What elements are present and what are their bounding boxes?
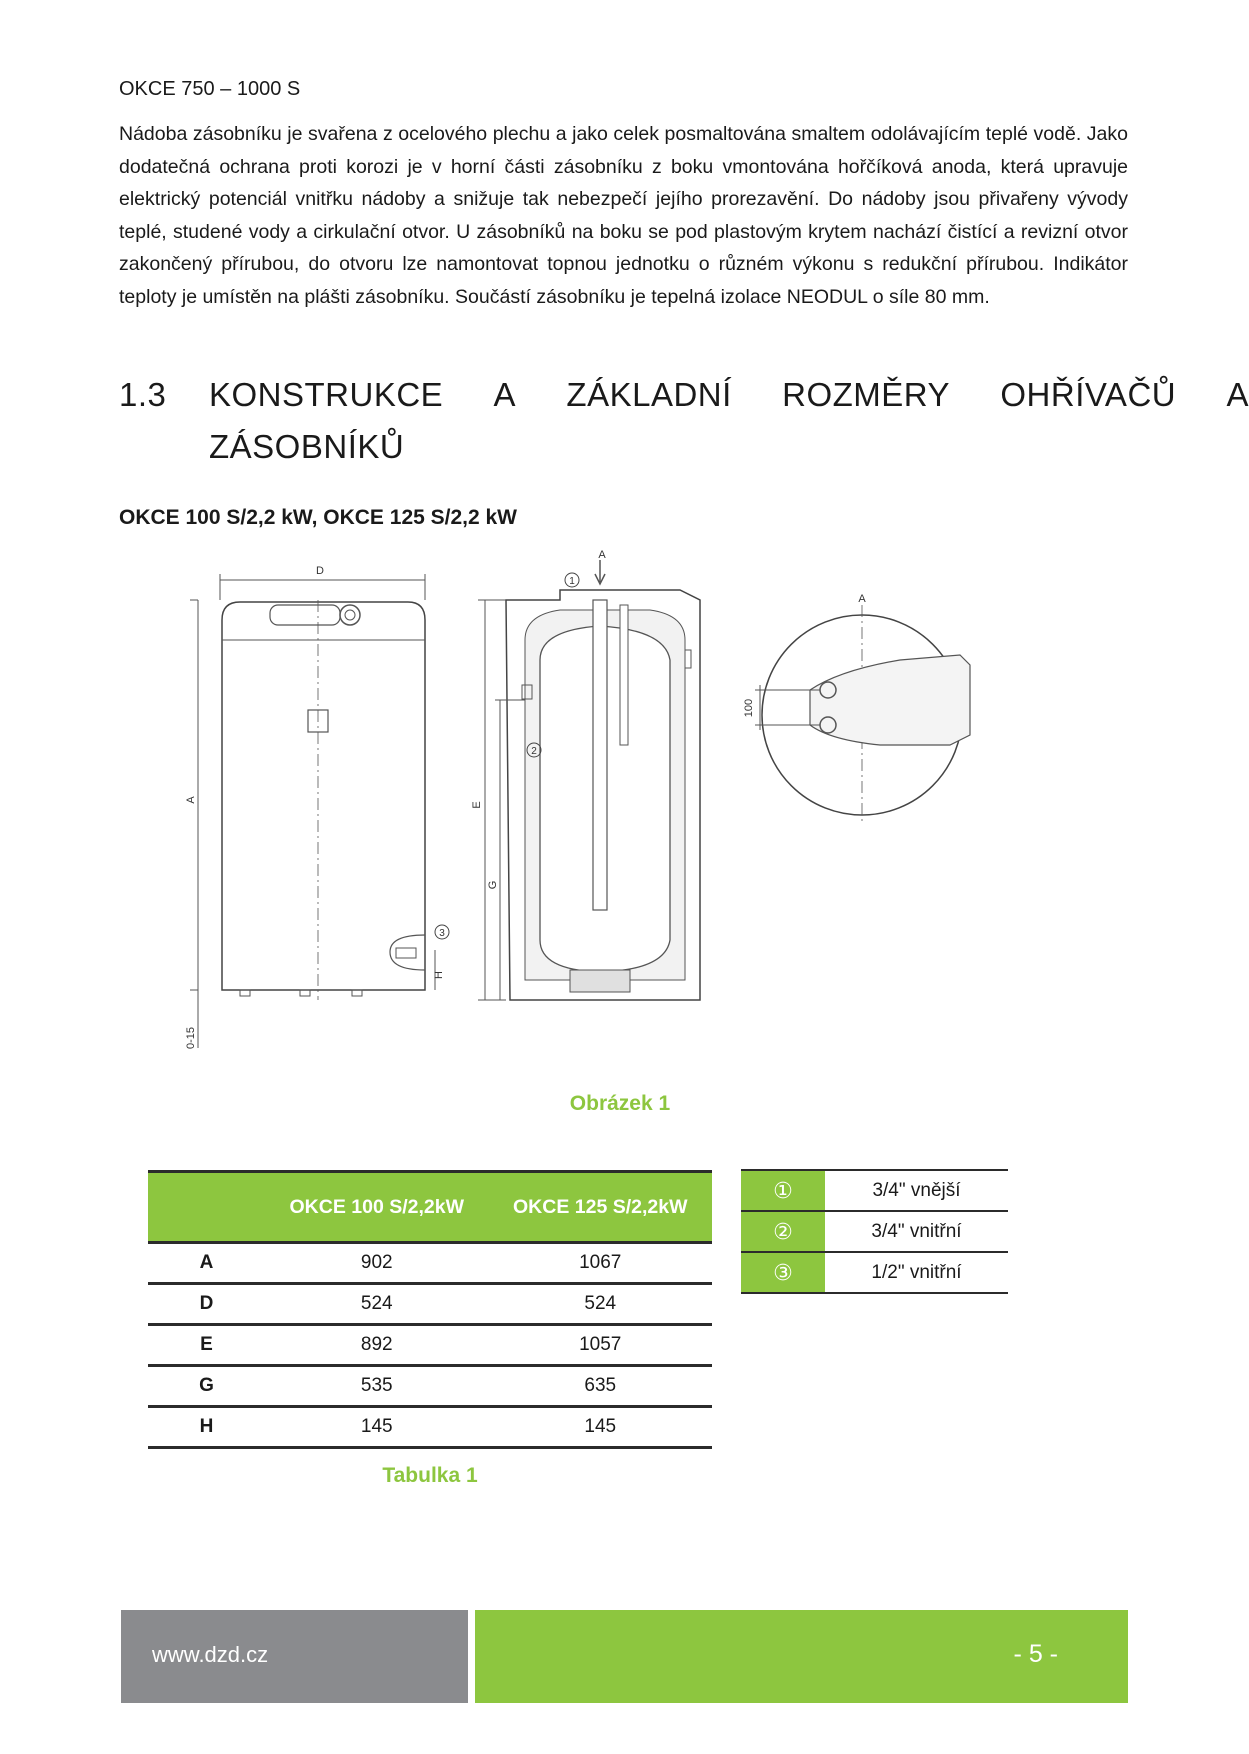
callout-2: 2 — [531, 746, 537, 757]
connection-label: 3/4" vnitřní — [825, 1211, 1008, 1252]
table-row — [148, 1243, 712, 1284]
table-header-empty — [148, 1172, 265, 1243]
row-value-100: 524 — [265, 1284, 489, 1325]
section-view — [478, 560, 700, 1000]
heading-number: 1.3 — [119, 376, 167, 413]
row-key: H — [148, 1407, 265, 1448]
dim-label-base: 0-15 — [185, 1026, 197, 1050]
row-key: G — [148, 1366, 265, 1407]
connection-label: 1/2" vnitřní — [825, 1252, 1008, 1293]
dim-label-g: G — [487, 880, 499, 890]
footer-right-bar — [475, 1610, 1128, 1703]
dim-label-e: E — [471, 801, 483, 809]
callout-3: 3 — [439, 928, 445, 939]
connections-table — [741, 1169, 1008, 1294]
heading-word: ZÁKLADNÍ — [566, 376, 732, 413]
table-header-row — [148, 1172, 712, 1243]
table-caption: Tabulka 1 — [382, 1464, 478, 1487]
table-header-model-125: OKCE 125 S/2,2kW — [489, 1172, 713, 1243]
footer-left-bar — [121, 1610, 468, 1703]
connection-mark: ② — [741, 1211, 825, 1252]
row-value-125: 524 — [489, 1284, 713, 1325]
table-row — [148, 1407, 712, 1448]
connection-mark: ③ — [741, 1252, 825, 1293]
dim-label-d: D — [316, 565, 324, 577]
footer-url: www.dzd.cz — [152, 1642, 269, 1667]
row-value-125: 1057 — [489, 1325, 713, 1366]
connection-label: 3/4" vnější — [825, 1170, 1008, 1211]
row-key: A — [148, 1243, 265, 1284]
table-row — [148, 1325, 712, 1366]
table-header-model-100: OKCE 100 S/2,2kW — [265, 1172, 489, 1243]
front-view — [190, 574, 435, 1048]
dim-label-h: H — [433, 971, 445, 979]
connection-mark: ① — [741, 1170, 825, 1211]
figure-caption: Obrázek 1 — [569, 1092, 671, 1115]
connection-row — [741, 1170, 1008, 1211]
technical-drawing — [180, 549, 1060, 1060]
row-value-125: 1067 — [489, 1243, 713, 1284]
row-key: E — [148, 1325, 265, 1366]
model-title: OKCE 100 S/2,2 kW, OKCE 125 S/2,2 kW — [119, 506, 518, 529]
row-key: D — [148, 1284, 265, 1325]
heading-word: ROZMĚRY — [782, 376, 951, 413]
table-row — [148, 1366, 712, 1407]
arrow-label-a: A — [598, 549, 606, 561]
row-value-100: 145 — [265, 1407, 489, 1448]
heading-line-1 — [209, 376, 1249, 414]
table-row — [148, 1284, 712, 1325]
heading-line-2: ZÁSOBNÍKŮ — [209, 428, 405, 465]
heading-word: A — [493, 376, 517, 413]
row-value-100: 892 — [265, 1325, 489, 1366]
dim-label-100: 100 — [743, 698, 755, 718]
top-view — [755, 605, 970, 825]
description-paragraph: Nádoba zásobníku je svařena z ocelového plechu a jako celek posmaltována smaltem odolávajícím teplé vodě. Jako dodatečná ochrana proti korozi je v horní části zásobníku z boku vmontována hořčíková anoda, která upravuje elektrický potenciál vnitřku nádoby a snižuje tak nebezpečí jejího prorezavění. Do nádoby jsou přivařeny vývody teplé, studené vody a cirkulační otvor. U zásobníků na boku se pod plastovým krytem nachází čistící a revizní otvor zakončený přírubou, do otvoru lze namontovat topnou jednotku o různém výkonu s redukční přírubou. Indikátor teploty je umístěn na plášti zásobníku. Součástí zásobníku je tepelná izolace NEODUL o síle 80 mm. — [119, 123, 1128, 308]
row-value-125: 635 — [489, 1366, 713, 1407]
row-value-100: 902 — [265, 1243, 489, 1284]
dimensions-table — [148, 1170, 712, 1449]
heading-word: OHŘÍVAČŮ — [1000, 376, 1177, 413]
connection-row — [741, 1252, 1008, 1293]
connection-row — [741, 1211, 1008, 1252]
row-value-125: 145 — [489, 1407, 713, 1448]
heading-word: KONSTRUKCE — [209, 376, 444, 413]
section-subtitle: OKCE 750 – 1000 S — [119, 78, 301, 100]
circle-label-a: A — [858, 593, 866, 605]
callout-1: 1 — [569, 576, 575, 587]
page-number: - 5 - — [1013, 1640, 1058, 1668]
heading-word: A — [1226, 376, 1249, 413]
dim-label-a: A — [185, 796, 197, 804]
row-value-100: 535 — [265, 1366, 489, 1407]
